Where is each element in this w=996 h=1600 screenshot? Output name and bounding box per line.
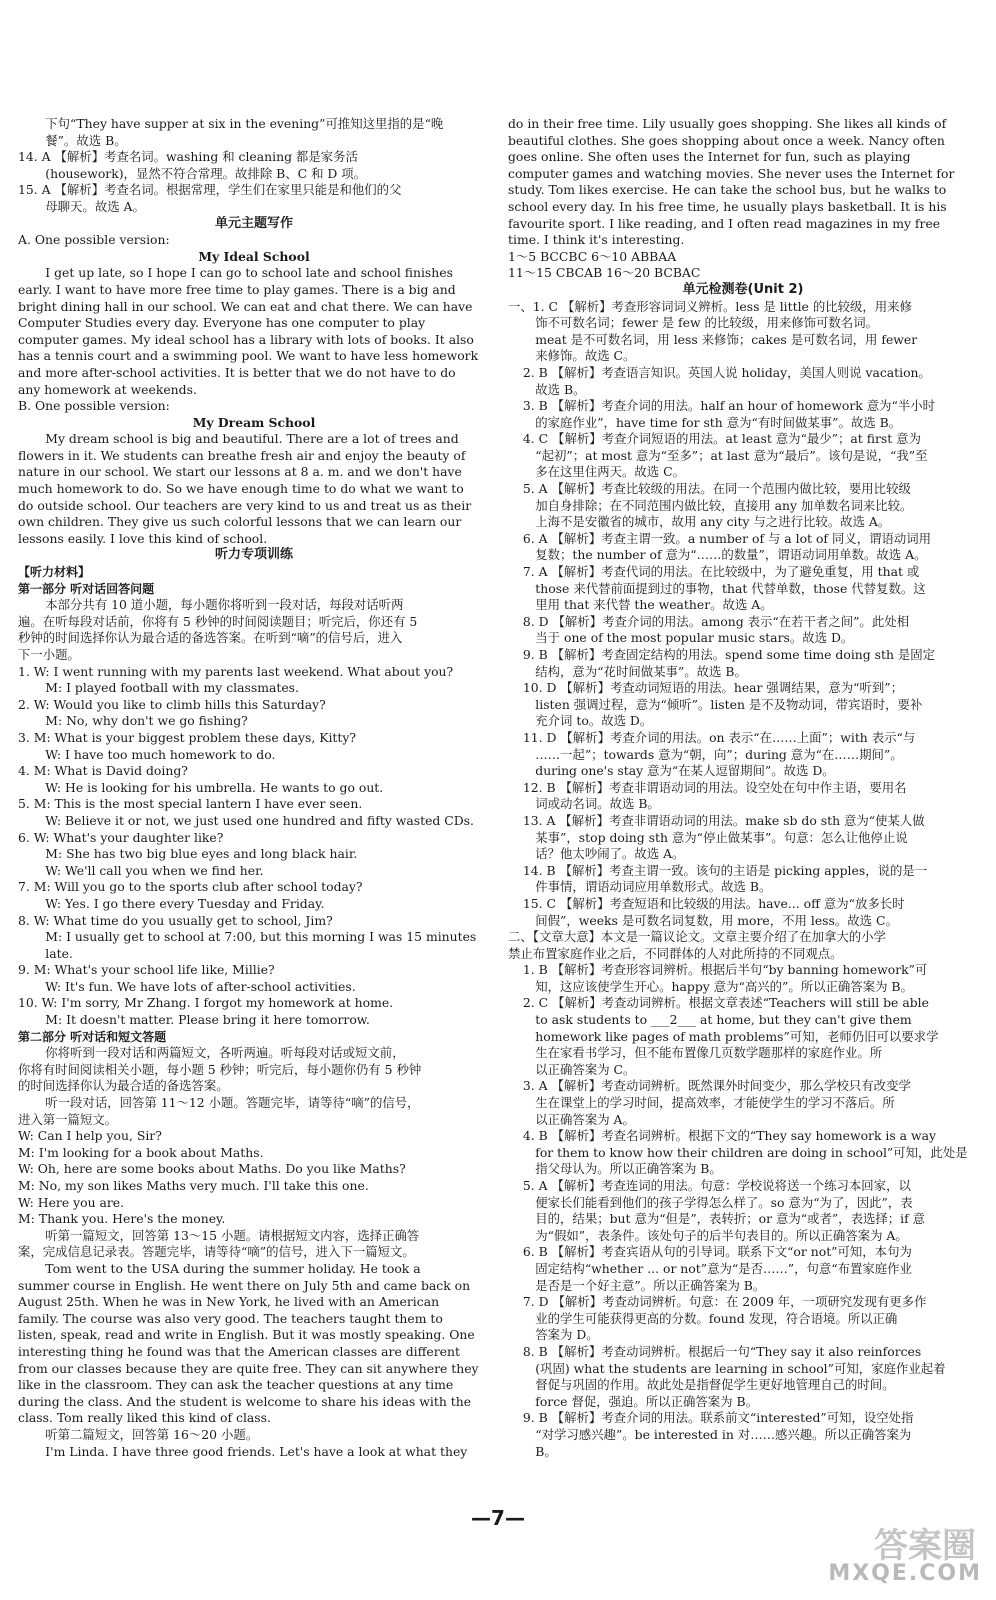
right-column-line: 指父母认为。所以正确答案为 B。 [535, 1161, 722, 1177]
left-column-line: 听第一篇短文，回答第 13～15 小题。请根据短文内容，选择正确答 [45, 1227, 420, 1243]
left-column-line: class. Tom really liked this kind of class. [18, 1410, 271, 1426]
right-column-line: ……一起”；towards 意为“朝，向”；during 意为“在……期间”。 [535, 746, 903, 762]
right-column-line: 答案为 D。 [535, 1327, 599, 1343]
left-column-line: family. The course was also very good. The teachers taught them to [18, 1310, 443, 1326]
left-column-line: 第二部分 听对话和短文答题 [18, 1029, 167, 1044]
watermark-text: MXQE.COM [828, 1561, 982, 1586]
left-column-line: own children. They give us such colorful lessons that we can learn our [18, 514, 462, 530]
left-column-line: M: No, my son likes Maths very much. I'll take this one. [18, 1178, 369, 1193]
left-column-line: 听一段对话，回答第 11～12 小题。答题完毕，请等待“嘀”的信号， [45, 1095, 420, 1111]
right-column-line: homework like pages of math problems”可知，老师仍旧可以要求学 [535, 1028, 939, 1044]
left-column-line: B. One possible version: [18, 398, 170, 414]
left-column-line: My Ideal School [198, 248, 310, 264]
right-column-line: 11～15 CBCAB 16～20 BCBAC [508, 265, 701, 281]
left-column-line: 6. W: What's your daughter like? [18, 829, 224, 845]
right-column-line: 14. B 【解析】考查主谓一致。该句的主语是 picking apples，说的是一 [522, 862, 928, 878]
left-column-line: W: Oh, here are some books about Maths. Do you like Maths? [18, 1161, 406, 1177]
right-column-line: 生在课堂上的学习时间，提高效率，才能使学生的学习不落后。所 [535, 1095, 895, 1111]
left-column-line: late. [45, 945, 73, 961]
page-number: —7— [471, 1506, 525, 1530]
right-column-line: 1～5 BCCBC 6～10 ABBAA [508, 248, 677, 264]
left-column-line: from our classes because they are quite free. They can sit anywhere they [18, 1360, 479, 1376]
right-column-line: 6. A 【解析】考查主谓一致。a number of 与 a lot of 同义，谓语动词用 [522, 530, 932, 546]
right-column-line: study. Tom likes exercise. He can take the school bus, but he walks to [508, 182, 947, 198]
right-column-line: 结构，意为“花时间做某事”。故选 B。 [535, 663, 747, 679]
left-column-line: flowers in it. We students can breathe fresh air and enjoy the beauty of [18, 447, 466, 463]
left-column-line: Tom went to the USA during the summer holiday. He took a [45, 1260, 421, 1276]
right-column-line: 3. A 【解析】考查动词辨析。既然课外时间变少，那么学校只有改变学 [522, 1078, 911, 1094]
left-column-line: lessons easily. I love this kind of school. [18, 530, 268, 546]
right-column-line: 知，这应该使学生开心。happy 意为“高兴的”。所以正确答案为 B。 [535, 978, 913, 994]
left-column-line: M: I'm looking for a book about Maths. [18, 1144, 264, 1160]
right-column-line: 8. D 【解析】考查介词的用法。among 表示“在若干者之间”。此处相 [522, 613, 909, 629]
right-column-line: B。 [535, 1443, 557, 1459]
left-column-line: Computer Studies every day. Everyone has one computer to play [18, 315, 426, 331]
left-column-line: 1. W: I went running with my parents last weekend. What about you? [18, 663, 454, 679]
left-column-line: any homework at weekends. [18, 381, 197, 397]
left-column-line: I get up late, so I hope I can go to school late and school finishes [45, 265, 453, 281]
left-column-line: interesting thing he found was that the American classes are different [18, 1343, 460, 1359]
right-column-line: 以正确答案为 C。 [535, 1061, 636, 1077]
right-column-line: 2. B 【解析】考查语言知识。英国人说 holiday，美国人则说 vacation。 [522, 364, 931, 380]
left-column-line: computer games. My ideal school has a library with lots of books. It also [18, 331, 474, 347]
left-column-line: listen, speak, read and write in English. But it was mostly speaking. One [18, 1327, 475, 1343]
left-column-line: (housework)，显然不符合常理。故排除 B、C 和 D 项。 [45, 165, 367, 181]
right-column-line: 以正确答案为 A。 [535, 1111, 635, 1127]
right-column-line: meat 是不可数名词，用 less 来修饰；cakes 是可数名词，用 fewer [535, 331, 918, 347]
left-column-line: 你将听到一段对话和两篇短文，各听两遍。听每段对话或短文前， [45, 1045, 405, 1061]
left-column-line: and more after-school activities. It is better that we do not have to do [18, 364, 456, 380]
right-column-line: 10. D 【解析】考查动词短语的用法。hear 强调结果，意为“听到”； [522, 680, 903, 696]
right-column-line: 里用 that 来代替 the weather。故选 A。 [535, 597, 773, 613]
right-column-line: 固定结构“whether ... or not”意为“是否……”，句意“布置家庭作业 [535, 1260, 912, 1276]
left-column-line: 听第二篇短文，回答第 16～20 小题。 [45, 1426, 259, 1442]
right-column-line: 充介词 to。故选 D。 [535, 713, 653, 729]
right-column-line: 二、【文章大意】本文是一篇议论文。文章主要介绍了在加拿大的小学 [508, 929, 886, 945]
right-column-line: 单元检测卷(Unit 2) [682, 281, 804, 297]
watermark-top-text: 答案圈 [874, 1526, 976, 1566]
right-column-line: “起初”；at most 意为“至多”；at last 意为“最后”。该句是说，“我”至 [535, 447, 928, 463]
left-column-line: W: He is looking for his umbrella. He wants to go out. [45, 779, 384, 795]
left-column-line: W: Here you are. [18, 1194, 125, 1210]
right-column-line: 15. C 【解析】考查短语和比较级的用法。have... off 意为“放多长时 [522, 895, 905, 911]
left-column-line: 的时间选择你认为最合适的备选答案。 [18, 1078, 229, 1094]
left-column-line: 遍。在听每段对话前，你将有 5 秒钟的时间阅读题目；听完后，你还有 5 [18, 613, 418, 629]
right-column-line: 6. B 【解析】考查宾语从句的引导词。联系下文“or not”可知，本句为 [522, 1244, 912, 1260]
right-column-line: 业的学生可能获得更高的分数。found 发现，符合语境。所以正确 [535, 1310, 898, 1326]
left-column-line: August 25th. When he was in New York, he lived with an American [18, 1294, 440, 1310]
left-column-line: M: I played football with my classmates. [45, 680, 299, 696]
left-column-line: M: No, why don't we go fishing? [45, 713, 248, 729]
right-column-line: 8. B 【解析】考查动词辨析。根据后一句“They say it also reinforces [522, 1343, 922, 1359]
right-column-line: beautiful clothes. She goes shopping about once a week. Nancy often [508, 132, 945, 148]
right-column-line: 2. C 【解析】考查动词辨析。根据文章表述“Teachers will still be able [522, 995, 929, 1011]
left-column-line: 3. M: What is your biggest problem these days, Kitty? [18, 729, 357, 745]
left-column-line: 第一部分 听对话回答问题 [18, 581, 155, 596]
right-column-line: 来修饰。故选 C。 [535, 348, 636, 364]
right-column-line: (巩固) what the students are learning in school”可知，家庭作业起着 [535, 1360, 946, 1376]
right-column-line: 生在家看书学习，但不能布置像几页数学题那样的家庭作业。所 [535, 1045, 883, 1061]
watermark-logo [792, 1518, 982, 1590]
right-column-line: 复数；the number of 意为“……的数量”，谓语动词用单数。故选 A。 [535, 547, 927, 563]
right-column-line: 督促与巩固的作用。故此处是指督促学生更好地管理自己的时间。 [535, 1377, 895, 1393]
left-column-line: much homework to do. So we have enough time to do what we want to [18, 481, 464, 497]
left-column-line: M: Thank you. Here's the money. [18, 1211, 226, 1227]
right-column-line: 为“假如”，表条件。该处句子的后半句表目的。所以正确答案为 A。 [535, 1227, 908, 1243]
right-column-line: 一、1. C 【解析】考查形容词词义辨析。less 是 little 的比较级，用来修 [508, 298, 912, 314]
left-column [18, 116, 490, 1460]
right-column-line: school every day. In his free time, he usually plays basketball. It is his [508, 198, 947, 214]
left-column-line: during the class. And the student is welcome to share his ideas with the [18, 1393, 472, 1409]
right-column-line: 的家庭作业”，have time for sth 意为“有时间做某事”。故选 B。 [535, 414, 902, 430]
right-column-line: 7. A 【解析】考查代词的用法。在比较级中，为了避免重复，用 that 或 [522, 564, 920, 580]
right-column-line: for them to know how their children are doing in school”可知，此处是 [535, 1144, 968, 1160]
left-column-line: 听力专项训练 [214, 547, 293, 563]
right-column-line: 词或动名词。故选 B。 [535, 796, 660, 812]
left-column-line: My Dream School [192, 414, 316, 430]
right-column-line: 饰不可数名词；fewer 是 few 的比较级，用来修饰可数名词。 [535, 315, 878, 331]
left-column-line: W: It's fun. We have lots of after-school activities. [45, 978, 356, 994]
right-column-line: 便家长们能看到他们的孩子学得怎么样了。so 意为“为了，因此”，表 [535, 1194, 913, 1210]
right-column-line: 上海不是安徽省的城市，故用 any city 与之进行比较。故选 A。 [535, 514, 891, 530]
left-column-line: I'm Linda. I have three good friends. Let's have a look at what they [45, 1443, 468, 1459]
left-column-line: 下句“They have supper at six in the evening”可推知这里指的是“晚 [45, 116, 444, 131]
right-column-line: 4. B 【解析】考查名词辨析。根据下文的“They say homework is a way [522, 1128, 937, 1144]
left-column-line: 【听力材料】 [18, 565, 91, 580]
right-column-line: 加自身排除；在不同范围内做比较，直接用 any 加单数名词来比较。 [535, 497, 913, 513]
right-column-line: 目的，结果；but 意为“但是”，表转折；or 意为“或者”，表选择；if 意 [535, 1211, 926, 1227]
right-column-line: those 来代替前面提到过的事物，that 代替单数，those 代替复数。这 [535, 580, 926, 596]
right-column-line: 禁止布置家庭作业之后，不同群体的人对此所持的不同观点。 [508, 945, 843, 961]
right-column-line: goes online. She often uses the Internet for fun, such as playing [508, 149, 911, 165]
right-column-line: listen 强调过程，意为“倾听”。listen 是不及物动词，带宾语时，要补 [535, 696, 923, 712]
left-column-line: 9. M: What's your school life like, Millie? [18, 962, 275, 978]
left-column-line: 10. W: I'm sorry, Mr Zhang. I forgot my homework at home. [18, 995, 394, 1011]
left-column-line: M: It doesn't matter. Please bring it here tomorrow. [45, 1012, 370, 1028]
left-column-line: My dream school is big and beautiful. There are a lot of trees and [45, 431, 459, 447]
left-column-line: 4. M: What is David doing? [18, 763, 188, 779]
left-column-line: W: I have too much homework to do. [45, 746, 276, 762]
left-column-line: W: Believe it or not, we just used one hundred and fifty wasted CDs. [45, 812, 474, 828]
left-column-line: bright dining hall in our school. We can eat and chat there. We can have [18, 298, 473, 314]
right-column-line: to ask students to ___2___ at home, but they can't give them [535, 1012, 912, 1028]
right-column-line: 12. B 【解析】考查非谓语动词的用法。设空处在句中作主语，要用名 [522, 779, 907, 795]
right-column-line: computer games and watching movies. She never uses the Internet for [508, 165, 955, 181]
right-column-line: 间假”，weeks 是可数名词复数，用 more，不用 less。故选 C。 [535, 912, 898, 928]
right-column-line: 3. B 【解析】考查介词的用法。half an hour of homework 意为“半小时 [522, 398, 936, 414]
left-column-line: M: She has two big blue eyes and long black hair. [45, 846, 358, 862]
right-column-line: 故选 B。 [535, 381, 586, 397]
left-column-line: 7. M: Will you go to the sports club after school today? [18, 879, 363, 895]
left-column-line: M: I usually get to school at 7:00, but this morning I was 15 minutes [45, 929, 477, 945]
left-column-line: 你将有时间阅读相关小题，每小题 5 秒钟；听完后，每小题你仍有 5 秒钟 [18, 1061, 422, 1077]
right-column-line: 当于 one of the most popular music stars。故选 D。 [535, 630, 854, 646]
right-column-line: 话？他太吵闹了。故选 A。 [535, 846, 685, 862]
left-column-line: 母聊天。故选 A。 [45, 198, 145, 214]
left-column-line: 5. M: This is the most special lantern I have ever seen. [18, 796, 363, 812]
left-column-line: W: We'll call you when we find her. [45, 862, 264, 878]
left-column-line: W: Yes. I go there every Tuesday and Friday. [45, 895, 325, 911]
right-column-line: do in their free time. Lily usually goes shopping. She likes all kinds of [508, 116, 947, 131]
right-column-line: favourite sport. I like reading, and I often read magazines in my free [508, 215, 941, 231]
right-column-line: 5. A 【解析】考查比较级的用法。在同一个范围内做比较，要用比较级 [522, 481, 911, 497]
left-column-line: 15. A 【解析】考查名词。根据常理，学生们在家里只能是和他们的父 [18, 182, 402, 198]
right-column-line: 件事情，谓语动词应用单数形式。故选 B。 [535, 879, 772, 895]
left-column-line: 下一小题。 [18, 647, 80, 662]
left-column-line: 秒钟的时间选择你认为最合适的备选答案。在听到“嘀”的信号后，进入 [18, 630, 403, 646]
right-column-line: time. I think it's interesting. [508, 232, 685, 248]
right-column-line: force 督促，强迫。所以正确答案为 B。 [535, 1393, 758, 1409]
right-column-line: 7. D 【解析】考查动词辨析。句意：在 2009 年，一项研究发现有更多作 [522, 1294, 927, 1310]
right-column-line: 4. C 【解析】考查介词短语的用法。at least 意为“最少”；at first 意为 [522, 431, 921, 447]
right-column-line: 13. A 【解析】考查非谓语动词的用法。make sb do sth 意为“使某人做 [522, 812, 925, 828]
left-column-line: nature in our school. We start our lessons at 8 a. m. and we don't have [18, 464, 462, 480]
left-column-line: W: Can I help you, Sir? [18, 1128, 162, 1144]
left-column-line: A. One possible version: [18, 232, 170, 248]
right-column-line: “对学习感兴趣”。be interested in 对……感兴趣。所以正确答案为 [535, 1426, 912, 1442]
right-column-line: 9. B 【解析】考查固定结构的用法。spend some time doing sth 是固定 [522, 647, 936, 662]
left-column-line: summer course in English. He went there on July 5th and came back on [18, 1277, 471, 1293]
left-column-line: 单元主题写作 [214, 215, 293, 231]
left-column-line: 8. W: What time do you usually get to school, Jim? [18, 912, 333, 928]
left-column-line: do outside school. Our teachers are very kind to us and treat us as their [18, 497, 472, 513]
right-column-line: 某事”，stop doing sth 意为“停止做某事”。句意：怎么让他停止说 [535, 829, 908, 845]
left-column-line: 14. A 【解析】考查名词。washing 和 cleaning 都是家务活 [18, 149, 358, 165]
right-column-line: 是否是一个好主意”。所以正确答案为 B。 [535, 1277, 766, 1293]
left-column-line: 案，完成信息记录表。答题完毕，请等待“嘀”的信号，进入下一篇短文。 [18, 1244, 415, 1260]
right-column-line: during one's stay 意为“在某人逗留期间”。故选 D。 [535, 763, 835, 779]
left-column-line: has a tennis court and a swimming pool. We want to have less homework [18, 348, 479, 364]
right-column-line: 9. B 【解析】考查介词的用法。联系前文“interested”可知，设空处指 [522, 1410, 914, 1426]
right-column-line: 5. A 【解析】考查连词的用法。句意：学校说将送一个练习本回家，以 [522, 1178, 911, 1193]
left-column-line: like in the classroom. They can ask the teacher questions at any time [18, 1377, 454, 1393]
right-column-line: 11. D 【解析】考查介词的用法。on 表示“在……上面”；with 表示“与 [522, 729, 916, 745]
right-column [508, 116, 978, 1460]
left-column-line: early. I want to have more free time to play games. There is a big and [18, 281, 456, 297]
left-column-line: 餐”。故选 B。 [45, 132, 127, 148]
left-column-line: 2. W: Would you like to climb hills this Saturday? [18, 696, 326, 712]
left-column-line: 进入第一篇短文。 [18, 1111, 118, 1127]
left-column-line: 本部分共有 10 道小题，每小题你将听到一段对话，每段对话听两 [45, 597, 404, 613]
right-column-line: 多在这里住两天。故选 C。 [535, 464, 685, 480]
right-column-line: 1. B 【解析】考查形容词辨析。根据后半句“by banning homework”可 [522, 962, 928, 978]
